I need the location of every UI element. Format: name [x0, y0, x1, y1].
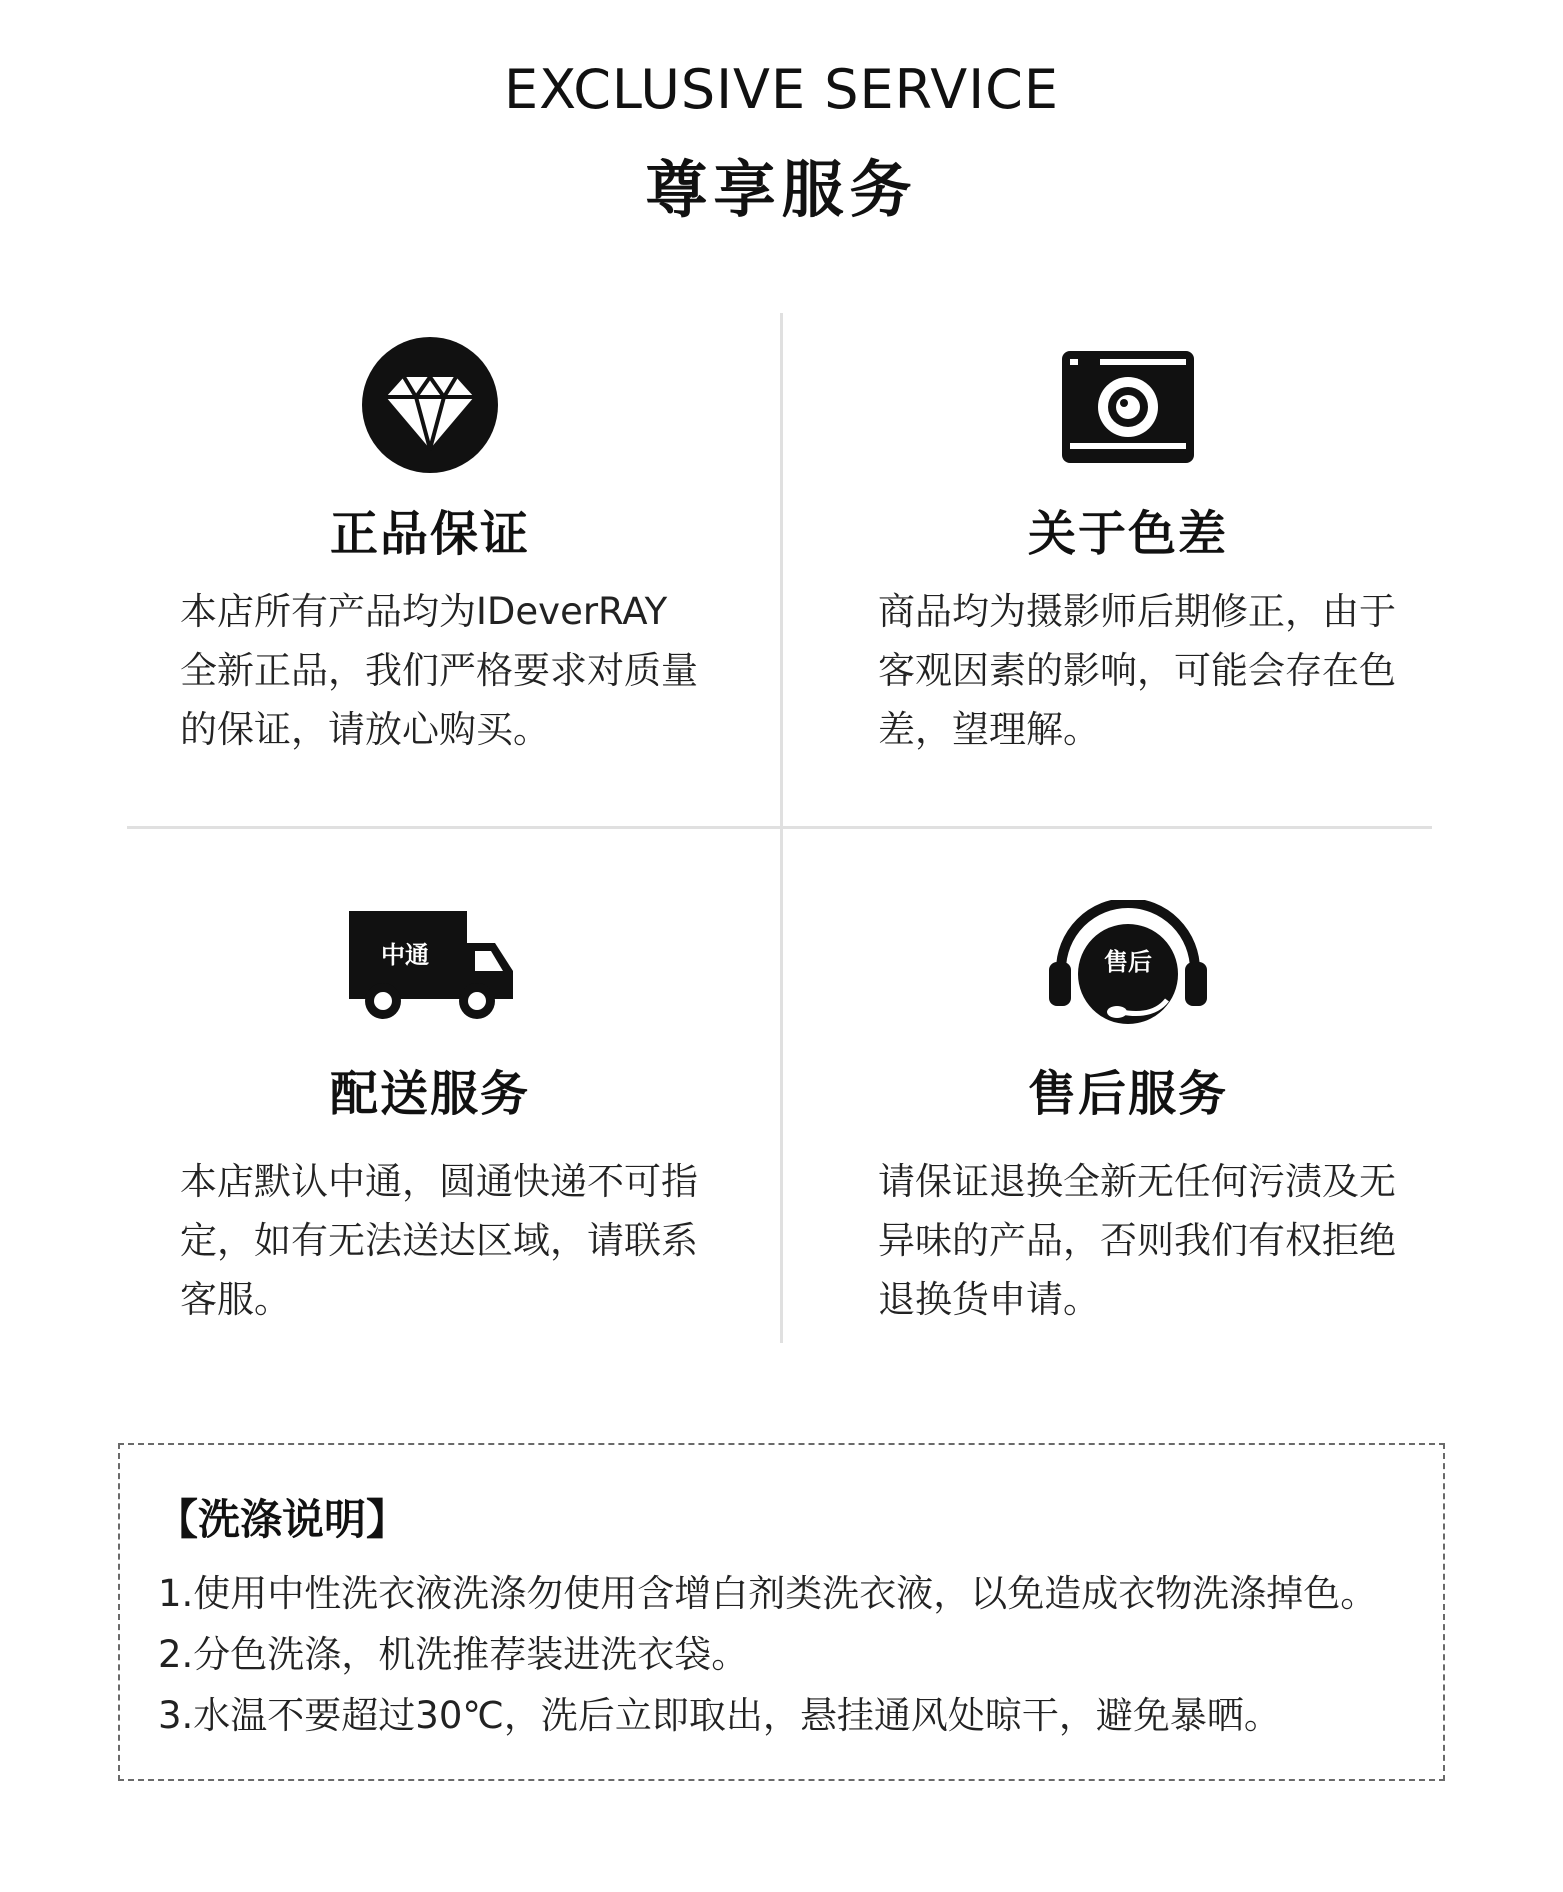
diamond-icon: [130, 330, 730, 480]
camera-icon: [828, 330, 1428, 480]
washing-instructions-box: [118, 1443, 1445, 1781]
truck-label: 中通: [381, 941, 429, 969]
washing-title: 【洗涤说明】: [156, 1495, 409, 1544]
service-title: 售后服务: [1027, 1066, 1228, 1122]
service-color-difference: [828, 320, 1428, 800]
service-delivery: [130, 890, 730, 1350]
service-after-sales: [828, 890, 1428, 1350]
service-description: 本店所有产品均为IDeverRAY全新正品，我们严格要求对质量的保证，请放心购买。: [180, 590, 698, 751]
washing-item: 2.分色洗涤，机洗推荐装进洗衣袋。: [158, 1633, 749, 1676]
washing-item: 1.使用中性洗衣液洗涤勿使用含增白剂类洗衣液，以免造成衣物洗涤掉色。: [158, 1572, 1378, 1615]
service-description: 商品均为摄影师后期修正，由于客观因素的影响，可能会存在色差，望理解。: [878, 590, 1396, 751]
headset-icon: [828, 890, 1428, 1040]
service-description: 本店默认中通，圆通快递不可指定，如有无法送达区域，请联系客服。: [180, 1160, 698, 1321]
service-authentic: [130, 320, 730, 800]
header-title-cn: 尊享服务: [645, 153, 918, 226]
header-title-en: EXCLUSIVE SERVICE: [504, 58, 1059, 121]
headset-label: 售后: [1104, 948, 1152, 976]
delivery-truck-icon: [130, 890, 730, 1040]
service-title: 关于色差: [1027, 506, 1228, 562]
service-description: 请保证退换全新无任何污渍及无异味的产品，否则我们有权拒绝退换货申请。: [878, 1160, 1396, 1321]
washing-list: [158, 1563, 1377, 1746]
service-title: 配送服务: [329, 1066, 530, 1122]
service-title: 正品保证: [329, 506, 530, 562]
washing-item: 3.水温不要超过30℃，洗后立即取出，悬挂通风处晾干，避免暴晒。: [158, 1694, 1281, 1737]
horizontal-divider: [127, 826, 1432, 829]
